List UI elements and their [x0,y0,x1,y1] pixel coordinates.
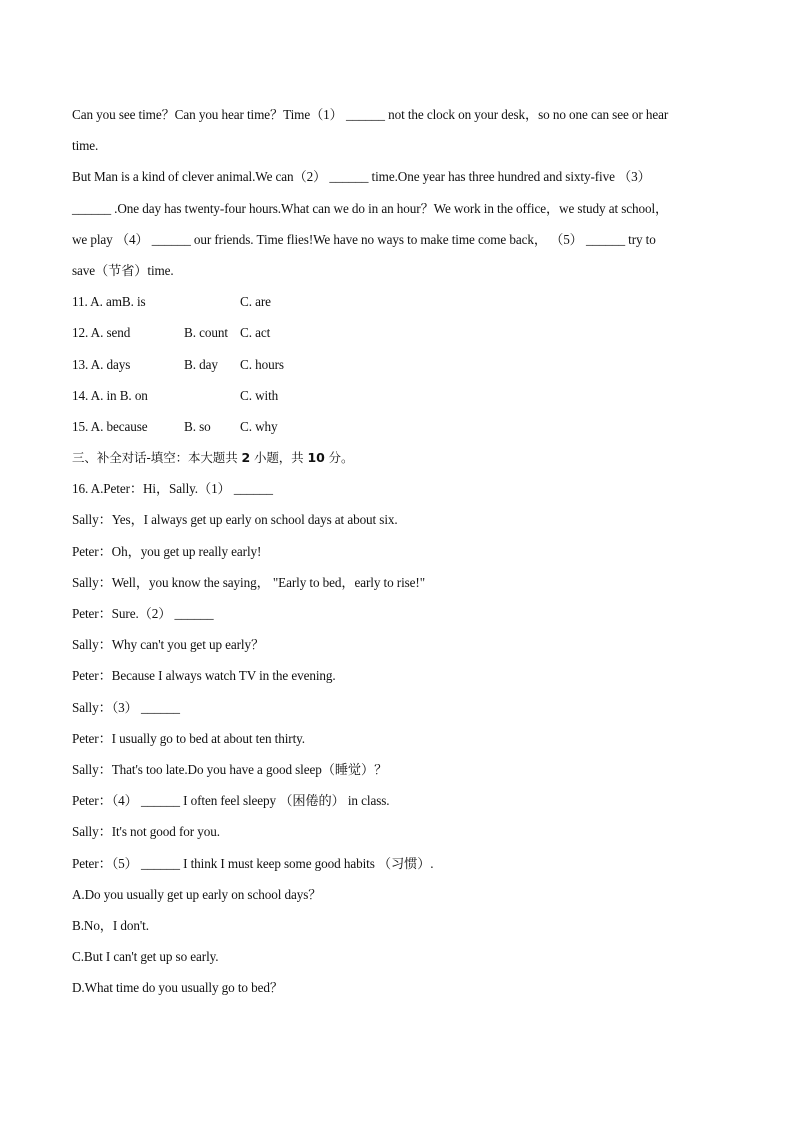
question-12-options [72,317,732,348]
option-c: C. with [240,387,279,403]
option-a: 12. A. send [72,325,131,341]
dialogue-line: Sally：（3） ______ [72,699,180,715]
option-a: 13. A. days [72,356,131,372]
answer-choice-a: A.Do you usually get up early on school days？ [72,886,322,902]
option-b [184,286,240,317]
passage-line-6: save（节省）time. [72,262,174,278]
reading-passage [72,99,732,286]
dialogue-line: Peter：Sure.（2） ______ [72,606,214,621]
heading-question-count: 2 [241,450,251,466]
heading-prefix: 三、补全对话-填空：本大题共 [72,450,242,466]
passage-line-5: we play （4） ______ our friends. Time flies!We have no ways to make time come back， （5） ______ try to [72,231,656,247]
passage-line-1: Can you see time？Can you hear time？Time（1） ______ not the clock on your desk，so no one can see or hear [72,107,669,122]
option-b: B. so [184,418,211,434]
heading-suffix: 分。 [324,450,354,466]
dialogue-line: Sally：Why can't you get up early？ [72,637,265,653]
question-options [72,286,732,442]
option-c: C. hours [240,356,284,372]
option-c: C. are [240,294,271,310]
section-3-heading [72,442,732,473]
dialogue [72,473,732,878]
option-b: B. count [184,325,228,341]
option-c: C. act [240,325,271,341]
heading-score: 10 [307,450,325,466]
option-b [184,380,240,411]
question-13-options [72,349,732,380]
dialogue-line: Peter：Because I always watch TV in the evening. [72,668,336,684]
dialogue-line: Peter：（4） ______ I often feel sleepy （困倦的） in class. [72,793,390,809]
dialogue-line: Sally：Well，you know the saying， "Early to bed，early to rise!" [72,574,426,590]
answer-choice-d: D.What time do you usually go to bed？ [72,980,283,996]
option-c: C. why [240,418,278,434]
answer-choice-c: C.But I can't get up so early. [72,949,219,965]
dialogue-line: Peter：（5） ______ I think I must keep some good habits （习惯）. [72,855,434,871]
question-15-options [72,411,732,442]
answer-choice-b: B.No，I don't. [72,917,149,933]
document-page [72,99,732,1003]
passage-line-2: time. [72,138,99,154]
heading-middle: 小题，共 [250,450,308,466]
dialogue-line: 16. A.Peter：Hi，Sally.（1） ______ [72,481,273,497]
option-b: B. day [184,356,218,372]
passage-line-3: But Man is a kind of clever animal.We can（2） ______ time.One year has three hundred and sixty-five （3） [72,169,651,185]
passage-line-4: ______ .One day has twenty-four hours.What can we do in an hour？We work in the office，we study at school， [72,200,669,216]
question-14-options [72,380,732,411]
dialogue-line: Peter：Oh，you get up really early! [72,543,262,559]
option-a: 14. A. in B. on [72,387,148,403]
dialogue-line: Sally：It's not good for you. [72,824,220,840]
dialogue-line: Peter：I usually go to bed at about ten thirty. [72,730,305,746]
option-a: 11. A. amB. is [72,294,146,310]
answer-choices [72,879,732,1004]
dialogue-line: Sally：That's too late.Do you have a good sleep（睡觉）？ [72,761,388,777]
dialogue-line: Sally：Yes，I always get up early on school days at about six. [72,512,398,528]
question-11-options [72,286,732,317]
option-a: 15. A. because [72,418,148,434]
